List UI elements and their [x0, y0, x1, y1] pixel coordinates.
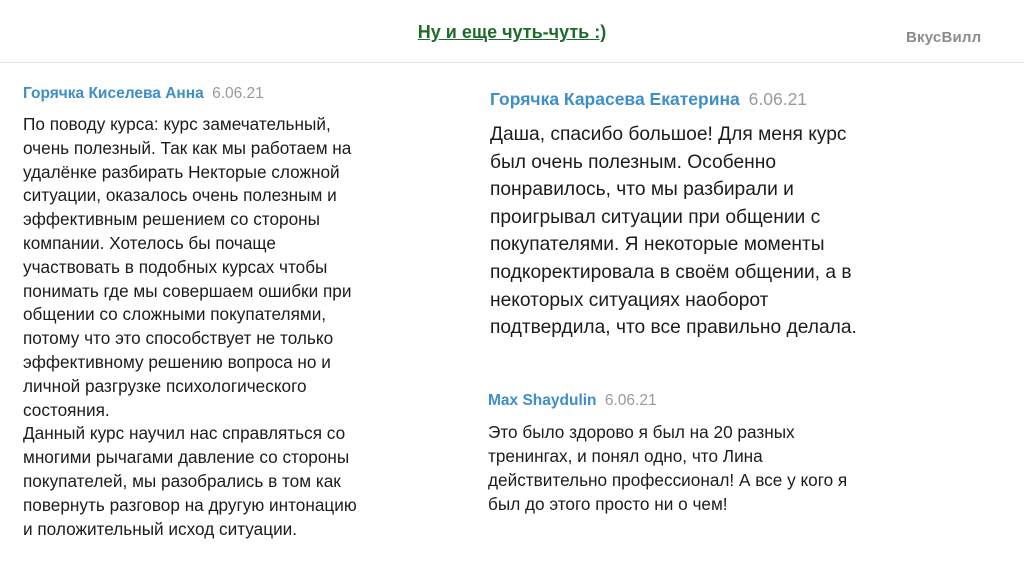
- comment-author: Горячка Киселева Анна: [23, 85, 204, 102]
- comment-card: [490, 89, 960, 342]
- comment-author: Горячка Карасева Екатерина: [490, 89, 740, 109]
- comment-date: 6.06.21: [748, 89, 808, 109]
- comment-text: Даша, спасибо большое! Для меня курс был очень полезным. Особенно понравилось, что мы разбирали и проигрывал ситуации при общении с покупателями. Я некоторые моменты подкоректировала в своём общении, а в некоторых ситуациях наоборот подтвердила, что все правильно делала.: [490, 124, 857, 339]
- slide-title: Ну и еще чуть-чуть :): [417, 22, 607, 42]
- comment-date: 6.06.21: [604, 392, 657, 409]
- comment-date: 6.06.21: [212, 85, 264, 102]
- header-divider: [0, 62, 1024, 63]
- comment-header: [488, 392, 958, 410]
- comment-text: По поводу курса: курс замечательный, очень полезный. Так как мы работаем на удалёнке разбирать Некторые сложной ситуации, оказалось очень полезным и эффективным решением со стороны компании. Хотелось бы почаще участвовать в подобных курсах чтобы понимать где мы совершаем ошибки при общении со сложными покупателями, потому что это способствует не только эффективному решению вопроса но и личной разгрузке психологического состояния. Данный курс научил нас справляться со многими рычагами давление со стороны покупателей, мы разобрались в том как повернуть разговор на другую интонацию и положительный исход ситуации.: [23, 114, 357, 539]
- comment-card: [488, 392, 958, 516]
- comment-header: [490, 89, 960, 110]
- comment-card: [23, 85, 443, 541]
- comment-text: Это было здорово я был на 20 разных тренингах, и понял одно, что Лина действительно профессионал! А все у кого я был до этого просто ни о чем!: [488, 422, 848, 514]
- brand-logo: ВкусВилл: [906, 29, 982, 46]
- comment-author: Max Shaydulin: [488, 392, 597, 409]
- comment-header: [23, 85, 443, 103]
